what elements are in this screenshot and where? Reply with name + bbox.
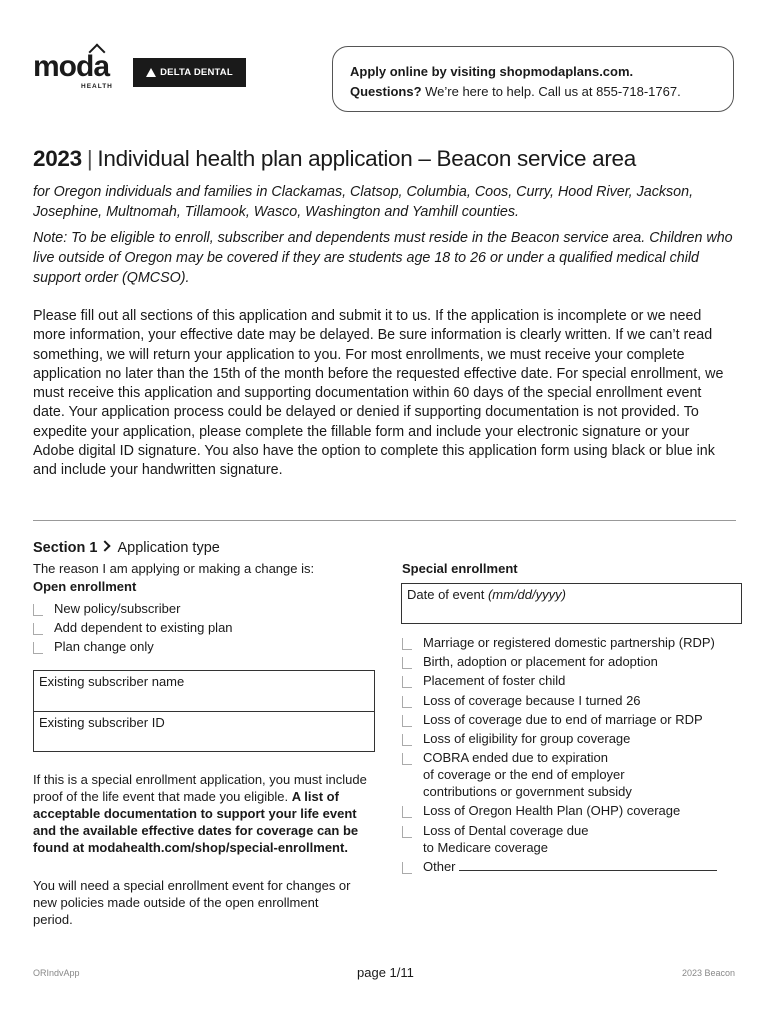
option-plan-change[interactable] (33, 638, 233, 657)
field-label: Existing subscriber name (39, 674, 185, 689)
title-text: Individual health plan application – Beacon service area (97, 146, 636, 171)
checkbox[interactable] (402, 862, 412, 874)
checkbox[interactable] (402, 696, 412, 708)
questions-label: Questions? (350, 84, 422, 99)
option-label: Loss of coverage due to end of marriage or RDP (423, 711, 703, 727)
field-label: Existing subscriber ID (39, 715, 165, 730)
page-number: page 1/11 (357, 965, 414, 980)
delta-dental-logo-text: DELTA DENTAL (160, 67, 233, 78)
option-label: Loss of coverage because I turned 26 (423, 692, 641, 708)
questions-text (350, 84, 681, 99)
documentation-link-text: A list of acceptable documentation to support your life event and the available effective dates for coverage can be found at modahealth.com/shop/special-enrollment. (33, 789, 359, 855)
open-enrollment-heading: Open enrollment (33, 579, 137, 594)
cobra-continuation: of coverage or the end of employer contributions or government subsidy (423, 767, 632, 800)
option-label: Add dependent to existing plan (54, 620, 233, 635)
section-number: Section 1 (33, 540, 98, 556)
checkbox[interactable] (402, 676, 412, 688)
title-year: 2023 (33, 146, 82, 171)
date-of-event-field[interactable] (401, 583, 742, 624)
option-label: Loss of eligibility for group coverage (423, 730, 631, 746)
instructions-paragraph: Please fill out all sections of this application and submit it to us. If the application is incomplete or we need more information, your effective date may be delayed. Be sure information is clearly written. If we can’t read something, we will return your application to you. For most enrollments, we must receive your complete application no later than the 15th of the month before the requested effective date. For special enrollment, we must receive this application and supporting documentation within 60 days of the special enrollment event date. Your application process could be delayed or denied if supporting documentation is not provided. To expedite your application, please complete the fillable form and include your electronic signature or your Adobe digital ID signature. You also have the option to complete this application form using black or blue ink and include your handwritten signature. (33, 308, 724, 479)
moda-logo-word: moda (33, 50, 110, 83)
delta-dental-logo (133, 58, 246, 87)
checkbox[interactable] (402, 826, 412, 838)
open-enrollment-options (33, 600, 233, 657)
checkbox[interactable] (33, 604, 43, 616)
need-event-note: You will need a special enrollment event for changes or new policies made outside of the open enrollment period. (33, 878, 351, 927)
option-label: Birth, adoption or placement for adoption (423, 654, 658, 670)
title-separator: | (86, 146, 93, 171)
divider (33, 520, 736, 521)
checkbox[interactable] (402, 734, 412, 746)
other-label: Other (423, 858, 456, 874)
delta-triangle-icon (146, 68, 156, 77)
option-birth-adoption[interactable] (402, 653, 747, 670)
existing-subscriber-id-field[interactable] (33, 711, 375, 752)
option-ohp[interactable] (402, 802, 747, 819)
checkbox[interactable] (402, 753, 412, 765)
checkbox[interactable] (33, 623, 43, 635)
date-label: Date of event (407, 587, 488, 602)
checkbox[interactable] (33, 642, 43, 654)
option-marriage[interactable] (402, 634, 747, 651)
option-new-policy[interactable] (33, 600, 233, 619)
moda-logo-health: HEALTH (81, 83, 113, 90)
special-enrollment-proof-note (33, 771, 383, 856)
option-other[interactable] (402, 858, 747, 875)
option-label: Marriage or registered domestic partnership (RDP) (423, 635, 715, 650)
option-cobra[interactable] (402, 749, 747, 800)
reason-label: The reason I am applying or making a change is: (33, 561, 315, 576)
existing-subscriber-name-field[interactable] (33, 670, 375, 712)
section-1-heading (33, 540, 220, 556)
page-title (33, 146, 636, 172)
cobra-label: COBRA ended due to expiration (423, 750, 609, 766)
chevron-right-icon (100, 540, 111, 551)
option-foster-child[interactable] (402, 672, 747, 689)
special-enrollment-heading: Special enrollment (402, 561, 518, 576)
eligibility-note: Note: To be eligible to enroll, subscriber and dependents must reside in the Beacon service area. Children who live outside of Oregon may be covered if they are students age 18 to 26 or under a qualified medical child support order (QMCSO). (33, 230, 733, 286)
dental-continuation: to Medicare coverage (423, 839, 549, 855)
option-label: Placement of foster child (423, 673, 566, 689)
option-label (423, 749, 678, 800)
special-enrollment-options (402, 634, 747, 877)
option-label: New policy/subscriber (54, 601, 181, 616)
apply-online-text: Apply online by visiting shopmodaplans.com. (350, 64, 634, 79)
section-title: Application type (117, 540, 220, 556)
option-turned-26[interactable] (402, 692, 747, 709)
dental-label: Loss of Dental coverage due (423, 822, 589, 838)
date-format: (mm/dd/yyyy) (487, 587, 566, 602)
option-label (423, 822, 589, 856)
call-us-text: We’re here to help. Call us at 855-718-1767. (421, 84, 681, 99)
counties-subtitle: for Oregon individuals and families in Clackamas, Clatsop, Columbia, Coos, Curry, Hood River, Jackson, Josephine, Multnomah, Tillamook, Wasco, Washington and Yamhill counties. (33, 184, 694, 220)
footer-year-area: 2023 Beacon (682, 968, 736, 978)
other-text-line[interactable] (459, 860, 717, 871)
checkbox[interactable] (402, 715, 412, 727)
field-label (407, 587, 566, 602)
option-label: Loss of Oregon Health Plan (OHP) coverage (423, 803, 681, 819)
option-label: Plan change only (54, 639, 154, 654)
proof-note-text: If this is a special enrollment application, you must include proof of the life event that made you eligible. (33, 772, 367, 804)
checkbox[interactable] (402, 806, 412, 818)
option-end-of-marriage[interactable] (402, 711, 747, 728)
option-group-coverage[interactable] (402, 730, 747, 747)
option-add-dependent[interactable] (33, 619, 233, 638)
option-label (423, 858, 717, 875)
moda-health-logo (33, 52, 115, 94)
checkbox[interactable] (402, 638, 412, 650)
checkbox[interactable] (402, 657, 412, 669)
contact-box (332, 46, 734, 112)
form-code: ORIndvApp (33, 968, 80, 978)
option-dental-medicare[interactable] (402, 822, 747, 856)
